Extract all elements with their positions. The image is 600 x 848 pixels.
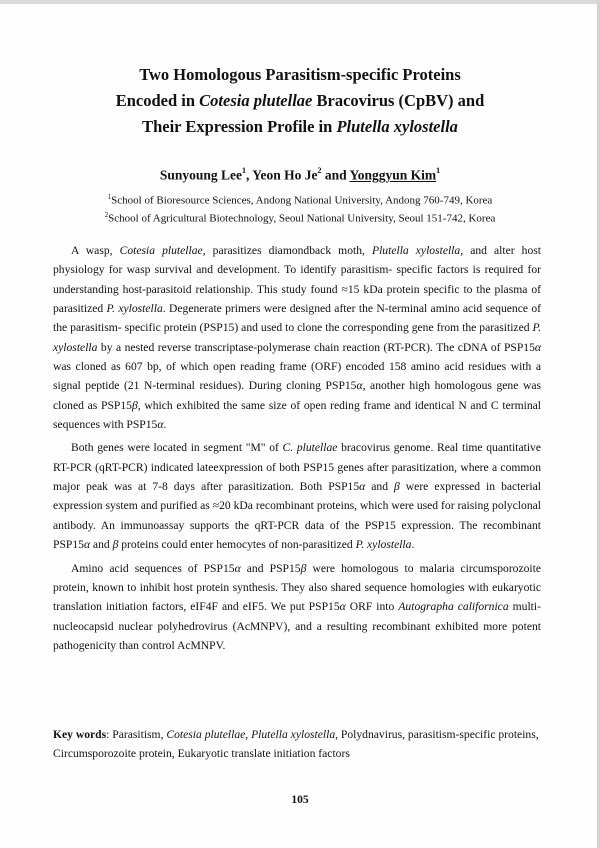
species-name: P. xylostella xyxy=(106,302,163,316)
greek-symbol: β xyxy=(394,480,400,494)
title-line-2 xyxy=(40,88,560,114)
paper-title xyxy=(40,62,560,140)
abstract-paragraph-3 xyxy=(53,559,541,656)
text-run: A wasp, xyxy=(71,244,120,257)
author-separator: and xyxy=(321,167,350,183)
text-run: ORF into xyxy=(345,600,399,614)
affiliation-2 xyxy=(0,208,600,226)
affiliation-marker: 1 xyxy=(241,166,246,175)
title-species: Plutella xylostella xyxy=(336,117,458,136)
greek-symbol: α xyxy=(157,418,164,432)
keywords-label: Key words xyxy=(53,728,107,741)
text-run: Parasitism, xyxy=(112,728,167,741)
author-name: Sunyoung Lee xyxy=(159,167,242,183)
text-run: . xyxy=(411,538,415,552)
abstract-paragraph-2 xyxy=(53,438,541,554)
affiliation-marker: 2 xyxy=(104,211,109,219)
greek-symbol: α xyxy=(339,600,346,614)
author-list xyxy=(0,163,600,185)
text-run: were expressed in bacterial expression system and purified as ≈20 kDa recombinant proteins, which were used for raising polyclonal antibody. An immunoassay supports the qRT-PCR data of the PSP15 expression. The recombinant PSP15 xyxy=(53,480,541,552)
species-name: P. xylostella xyxy=(355,538,412,552)
text-run: by a nested reverse transcriptase-polymerase chain reaction (RT-PCR). The cDNA of PSP15 xyxy=(97,340,535,354)
title-text: Encoded in xyxy=(115,91,200,110)
affiliation-marker: 2 xyxy=(317,166,322,175)
abstract-paragraph-1 xyxy=(53,241,541,434)
text-run: . xyxy=(163,418,167,432)
corresponding-author-name: Yonggyun Kim xyxy=(349,167,437,183)
keywords xyxy=(53,725,541,764)
text-run: was cloned as 607 bp, of which open reading frame (ORF) encoded 158 amino acid residues with a signal peptide (21 N-terminal residues). During cloning PSP15 xyxy=(53,360,541,393)
text-run: and xyxy=(365,480,395,494)
species-name: C. plutellae xyxy=(282,441,338,455)
text-run: , which exhibited the same size of open reding frame and identical N and C terminal sequences with PSP15 xyxy=(53,398,541,432)
title-line-3 xyxy=(40,114,560,140)
text-run: proteins could enter hemocytes of non-parasitized xyxy=(118,538,356,552)
text-run: . Degenerate primers were designed after the N-terminal amino acid sequence of the parasitism- specific protein (PSP15) and used to clone the corresponding gene from the parasitized xyxy=(53,302,541,335)
text-run: bracovirus genome. Real time quantitative RT-PCR (qRT-PCR) indicated lateexpression of both PSP15 genes after parasitization, where a common major peak was at 7-8 days after parasitization. Both PSP15 xyxy=(53,441,541,494)
title-species: Cotesia plutellae xyxy=(199,91,313,110)
text-run: , and alter host physiology for wasp survival and development. To identify parasitism- specific factors is required for understanding host-parasitoid relationship. This study found ≈15 kDa protein specific to the plasma of parasitized xyxy=(53,244,541,316)
text-run: , parasitizes diamondback moth, xyxy=(202,244,372,257)
affiliation-marker: 1 xyxy=(107,193,112,201)
text-run: , Polydnavirus, parasitism-specific proteins, Circumsporozoite protein, Eukaryotic translate initiation factors xyxy=(53,728,539,761)
greek-symbol: α xyxy=(356,379,363,393)
affiliation-1 xyxy=(0,190,600,208)
text-run: , xyxy=(245,728,252,741)
greek-symbol: β xyxy=(300,561,307,575)
greek-symbol: α xyxy=(534,340,541,354)
greek-symbol: β xyxy=(112,538,119,552)
text-run: multi-nucleocapsid nuclear polyhedrovirus (AcMNPV), and a resulting recombinant exhibited more potent pathogenicity than control AcMNPV. xyxy=(53,600,541,652)
species-name: P. xylostella xyxy=(53,321,541,354)
species-name: Cotesia plutellae xyxy=(166,728,246,741)
affiliation-text: School of Agricultural Biotechnology, Seoul National University, Seoul 151-742, Korea xyxy=(108,212,496,225)
text-run: and xyxy=(90,538,113,552)
author-name: Yeon Ho Je xyxy=(252,167,318,183)
text-run: Amino acid sequences of PSP15 xyxy=(71,561,235,575)
text-run: , another high homologous gene was cloned as PSP15 xyxy=(53,379,541,412)
title-line-1: Two Homologous Parasitism-specific Proteins xyxy=(139,65,461,84)
species-name: Plutella xylostella xyxy=(372,244,461,257)
greek-symbol: α xyxy=(234,561,241,575)
greek-symbol: α xyxy=(83,538,91,552)
title-text: Bracovirus (CpBV) and xyxy=(312,91,485,110)
text-run: and PSP15 xyxy=(240,561,301,575)
page-number: 105 xyxy=(291,794,309,806)
text-run: Both genes were located in segment "M" of xyxy=(71,441,283,455)
affiliation-text: School of Bioresource Sciences, Andong National University, Andong 760-749, Korea xyxy=(111,194,493,207)
greek-symbol: β xyxy=(131,398,138,412)
title-text: Their Expression Profile in xyxy=(142,117,337,136)
text-run: : xyxy=(106,728,113,741)
affiliation-marker: 1 xyxy=(436,166,441,175)
text-run: were homologous to malaria circumsporozoite protein, known to inhibit host protein synthesis. They also shared sequence homologies with eukaryotic translation initiation factors, eIF4F and eIF5. We put PSP15 xyxy=(53,561,542,614)
abstract-body xyxy=(53,241,541,659)
species-name: Autographa californica xyxy=(398,600,509,614)
author-separator: , xyxy=(245,167,253,183)
species-name: Cotesia plutellae xyxy=(119,244,203,257)
species-name: Plutella xylostella xyxy=(251,728,336,741)
greek-symbol: α xyxy=(359,480,366,494)
